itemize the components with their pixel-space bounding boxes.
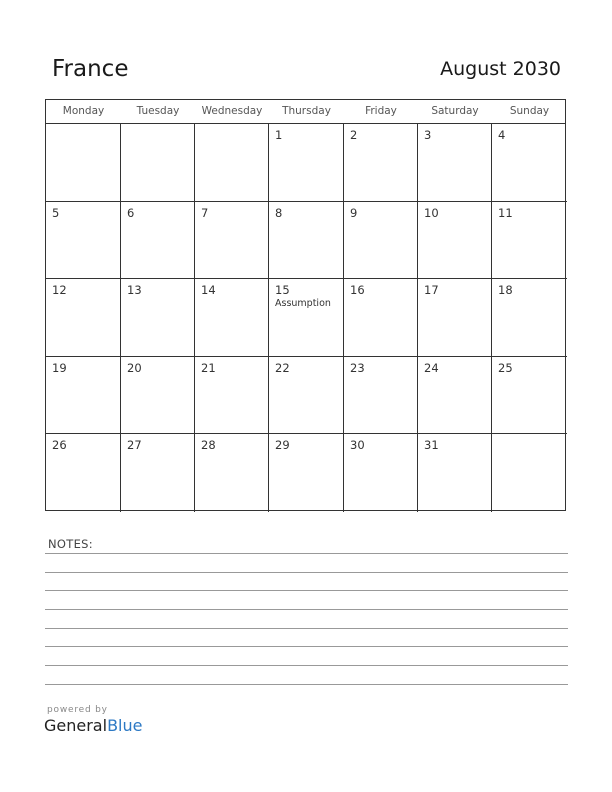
day-number: 11 (498, 205, 513, 220)
day-cell (492, 434, 567, 512)
weekday-header-monday: Monday (62, 105, 105, 117)
weekday-header-row (46, 100, 565, 124)
day-number: 18 (498, 283, 513, 298)
day-cell (344, 124, 418, 202)
day-cell (344, 202, 418, 280)
day-number: 29 (275, 438, 290, 453)
day-cell (418, 434, 492, 512)
note-line (45, 572, 568, 573)
day-number: 5 (52, 205, 60, 220)
day-number: 4 (498, 128, 506, 142)
day-number: 19 (52, 360, 67, 375)
day-number: 1 (275, 128, 283, 142)
day-cell (269, 434, 344, 512)
day-cell (195, 124, 269, 202)
day-cell (492, 279, 567, 357)
day-cell (418, 357, 492, 435)
day-number: 30 (350, 438, 365, 453)
day-number: 31 (424, 438, 439, 453)
day-cell (492, 124, 567, 202)
generalblue-logo (44, 716, 142, 736)
day-cell (269, 202, 344, 280)
day-number: 7 (201, 205, 209, 220)
day-number: 10 (424, 205, 439, 220)
note-line (45, 609, 568, 610)
day-number: 12 (52, 283, 67, 298)
note-line (45, 665, 568, 666)
day-cell (121, 434, 195, 512)
day-number: 2 (350, 128, 358, 142)
day-number: 13 (127, 283, 142, 298)
day-cell (46, 279, 121, 357)
day-number: 28 (201, 438, 216, 453)
day-cell (195, 279, 269, 357)
day-cell (269, 279, 344, 357)
note-line (45, 684, 568, 685)
weekday-header-wednesday: Wednesday (201, 105, 263, 117)
weekday-header-friday: Friday (365, 105, 397, 117)
day-cell (121, 202, 195, 280)
day-number: 8 (275, 205, 283, 220)
calendar-country-title: France (52, 56, 129, 82)
day-number: 14 (201, 283, 216, 298)
powered-by-label: powered by (47, 705, 108, 715)
day-number: 27 (127, 438, 142, 453)
day-cell (344, 434, 418, 512)
day-number: 20 (127, 360, 142, 375)
calendar-month-title: August 2030 (440, 58, 561, 80)
day-cell (121, 279, 195, 357)
day-cell (492, 357, 567, 435)
day-number: 17 (424, 283, 439, 298)
day-number: 9 (350, 205, 358, 220)
day-cell (492, 202, 567, 280)
day-cell (46, 357, 121, 435)
notes-label: NOTES: (48, 537, 93, 551)
holiday-label: Assumption (275, 298, 331, 310)
day-cell (344, 357, 418, 435)
day-cell (121, 124, 195, 202)
day-cell (195, 357, 269, 435)
weekday-header-sunday: Sunday (509, 105, 550, 117)
day-cell (269, 124, 344, 202)
day-cell (46, 202, 121, 280)
brand-name-blue: Blue (107, 716, 143, 735)
note-line (45, 646, 568, 647)
day-cell (195, 202, 269, 280)
day-number: 23 (350, 360, 365, 375)
day-number: 26 (52, 438, 67, 453)
day-cell (269, 357, 344, 435)
note-line (45, 628, 568, 629)
day-number: 16 (350, 283, 365, 298)
day-cell (195, 434, 269, 512)
day-cell (418, 279, 492, 357)
day-cell (46, 434, 121, 512)
day-cell (344, 279, 418, 357)
weekday-header-tuesday: Tuesday (136, 105, 180, 117)
note-line (45, 590, 568, 591)
day-number: 25 (498, 360, 513, 375)
day-number: 21 (201, 360, 216, 375)
day-number: 6 (127, 205, 135, 220)
day-number: 15 (275, 283, 290, 298)
day-cell (418, 124, 492, 202)
brand-name-general: General (44, 716, 108, 735)
day-number: 3 (424, 128, 432, 142)
day-cell (46, 124, 121, 202)
calendar-grid (45, 99, 566, 511)
day-cell (121, 357, 195, 435)
day-number: 22 (275, 360, 290, 375)
weekday-header-saturday: Saturday (431, 105, 479, 117)
day-cell (418, 202, 492, 280)
day-number: 24 (424, 360, 439, 375)
weekday-header-thursday: Thursday (282, 105, 331, 117)
note-line (45, 553, 568, 554)
